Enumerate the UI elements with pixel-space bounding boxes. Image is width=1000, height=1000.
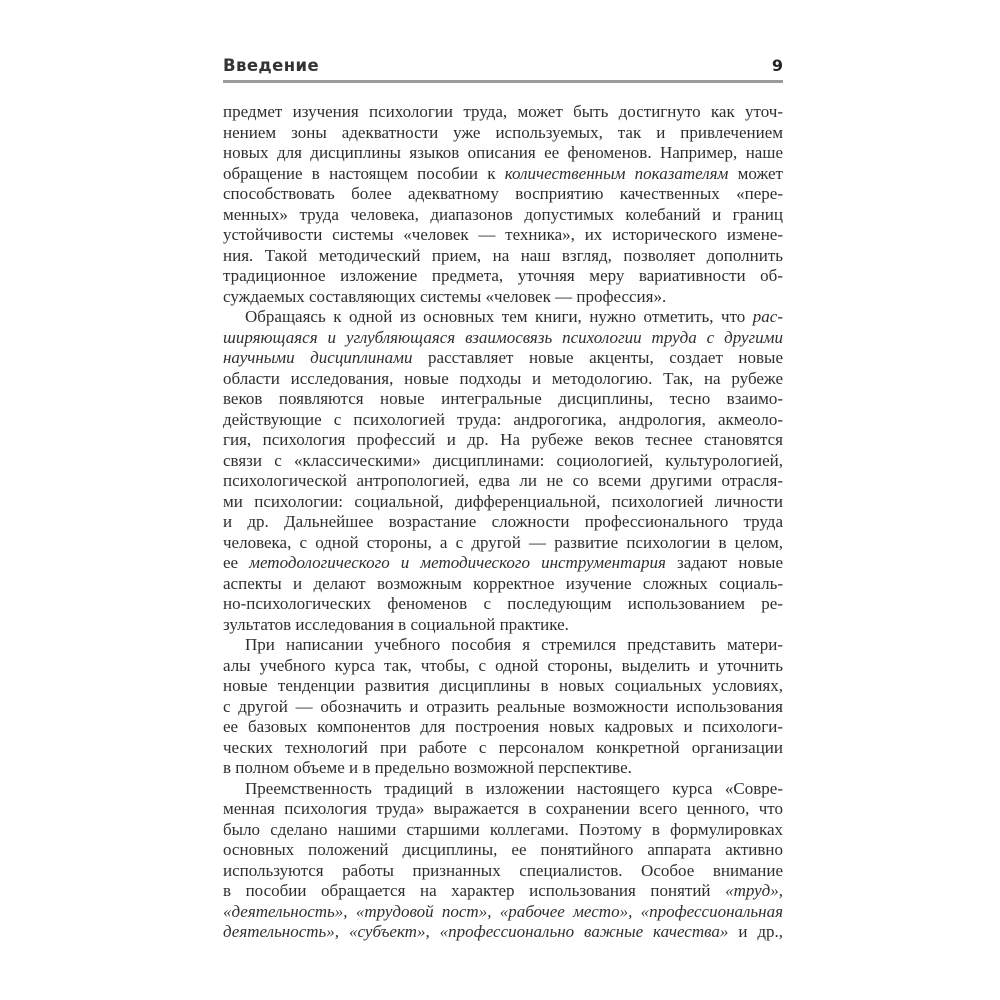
text-block bbox=[223, 102, 783, 943]
text-run: традиционное изложение предмета, уточняя меру вариативности об- bbox=[223, 266, 783, 285]
italic-run: «труд» bbox=[725, 881, 779, 900]
text-line bbox=[223, 184, 783, 205]
text-run: было сделано нашими старшими коллегами. Поэтому в формулировках bbox=[223, 819, 783, 839]
paragraph bbox=[223, 635, 783, 779]
text-line bbox=[223, 574, 783, 595]
text-run: человека, с одной стороны, а с другой — развитие психологии в целом, bbox=[223, 532, 783, 552]
text-line bbox=[223, 369, 783, 390]
italic-run: «деятельность», «трудовой пост», «рабочее место», «профессиональная bbox=[223, 901, 783, 921]
text-run: может bbox=[728, 163, 783, 183]
text-run: в пособии обращается на характер использования понятий bbox=[223, 881, 726, 900]
text-line bbox=[223, 656, 783, 677]
text-line bbox=[223, 430, 783, 451]
text-line bbox=[223, 205, 783, 226]
text-line bbox=[223, 266, 783, 287]
italic-run: деятельность», «субъект», «профессионально важные качества» bbox=[223, 922, 729, 941]
text-run: Обращаясь к одной из основных тем книги, нужно отметить, что bbox=[245, 307, 753, 326]
text-line bbox=[223, 246, 783, 267]
text-line bbox=[223, 533, 783, 554]
text-line bbox=[223, 676, 783, 697]
text-line bbox=[223, 225, 783, 246]
text-line bbox=[223, 635, 783, 656]
text-run: аспекты и делают возможным корректное изучение сложных социаль- bbox=[223, 573, 783, 593]
text-run: веков появляются новые интегральные дисциплины, тесно взаимо- bbox=[223, 389, 783, 408]
text-line bbox=[223, 861, 783, 882]
text-run: связи с «классическими» дисциплинами: социологией, культурологией, bbox=[223, 450, 783, 470]
text-line bbox=[223, 697, 783, 718]
text-run: и др. Дальнейшее возрастание сложности профессионального труда bbox=[223, 512, 783, 531]
paragraph bbox=[223, 102, 783, 307]
text-line bbox=[223, 553, 783, 574]
text-line bbox=[223, 840, 783, 861]
text-line bbox=[223, 738, 783, 759]
text-line bbox=[223, 287, 783, 308]
text-line bbox=[223, 512, 783, 533]
page-number: 9 bbox=[771, 56, 783, 75]
text-run: используются работы признанных специалистов. Особое внимание bbox=[223, 860, 783, 880]
text-run: основных положений дисциплины, ее понятийного аппарата активно bbox=[223, 840, 783, 859]
text-run: с другой — обозначить и отразить реальные возможности использования bbox=[223, 696, 783, 716]
text-line bbox=[223, 594, 783, 615]
text-run: ее bbox=[223, 553, 250, 572]
text-run: новых для дисциплины языков описания ее феноменов. Например, наше bbox=[223, 143, 783, 162]
text-line bbox=[223, 328, 783, 349]
text-line bbox=[223, 471, 783, 492]
text-line bbox=[223, 881, 783, 902]
text-line bbox=[223, 922, 783, 943]
text-run: менных» труда человека, диапазонов допустимых колебаний и границ bbox=[223, 204, 783, 224]
italic-run: методологического и методического инструментария bbox=[249, 553, 666, 572]
paragraph bbox=[223, 307, 783, 635]
text-run: алы учебного курса так, чтобы, с одной стороны, выделить и уточнить bbox=[223, 655, 783, 675]
running-head bbox=[223, 56, 783, 83]
italic-run: научными дисциплинами bbox=[223, 348, 413, 367]
text-line bbox=[223, 348, 783, 369]
chapter-header: Введение bbox=[223, 56, 320, 75]
text-run: менная психология труда» выражается в сохранении всего ценного, что bbox=[223, 799, 783, 818]
text-run: ее базовых компонентов для построения новых кадровых и психологи- bbox=[223, 717, 783, 736]
text-run: новые тенденции развития дисциплины в новых социальных условиях, bbox=[223, 676, 783, 695]
page-content bbox=[223, 56, 783, 943]
text-line bbox=[223, 307, 783, 328]
text-run: Преемственность традиций в изложении настоящего курса «Совре- bbox=[245, 778, 783, 798]
text-run: ческих технологий при работе с персоналом конкретной организации bbox=[223, 737, 783, 757]
text-run: но-психологических феноменов с последующим использованием ре- bbox=[223, 594, 783, 613]
text-run: устойчивости системы «человек — техника», их исторического измене- bbox=[223, 225, 783, 244]
text-run: задают новые bbox=[665, 553, 783, 572]
text-line bbox=[223, 758, 783, 779]
text-line bbox=[223, 717, 783, 738]
text-line bbox=[223, 164, 783, 185]
text-line bbox=[223, 389, 783, 410]
text-line bbox=[223, 410, 783, 431]
text-line bbox=[223, 143, 783, 164]
text-run: зультатов исследования в социальной практике. bbox=[223, 614, 569, 634]
italic-run: количественным показателям bbox=[504, 163, 729, 183]
text-run: ми психологии: социальной, дифференциальной, психологией личности bbox=[223, 491, 783, 511]
paragraph bbox=[223, 779, 783, 943]
text-line bbox=[223, 902, 783, 923]
text-run: области исследования, новые подходы и методологию. Так, на рубеже bbox=[223, 368, 783, 388]
text-run: предмет изучения психологии труда, может быть достигнуто как уточ- bbox=[223, 102, 783, 121]
text-line bbox=[223, 492, 783, 513]
text-run: способствовать более адекватному восприятию качественных «пере- bbox=[223, 184, 783, 203]
text-run: ния. Такой методический прием, на наш взгляд, позволяет дополнить bbox=[223, 245, 783, 265]
text-line bbox=[223, 451, 783, 472]
text-run: суждаемых составляющих системы «человек — профессия». bbox=[223, 286, 667, 306]
text-run: психологической антропологией, едва ли не со всеми другими отрасля- bbox=[223, 471, 783, 490]
text-line bbox=[223, 799, 783, 820]
text-run: При написании учебного пособия я стремился представить матери- bbox=[245, 635, 783, 654]
text-line bbox=[223, 820, 783, 841]
text-line bbox=[223, 779, 783, 800]
text-run: действующие с психологией труда: андрогогика, андрология, акмеоло- bbox=[223, 409, 783, 429]
text-run: в полном объеме и в предельно возможной перспективе. bbox=[223, 758, 632, 777]
text-run: расставляет новые акценты, создает новые bbox=[412, 348, 783, 367]
text-run: гия, психология профессий и др. На рубеже веков теснее становятся bbox=[223, 430, 783, 449]
text-line bbox=[223, 615, 783, 636]
text-run: , bbox=[778, 881, 783, 900]
text-line bbox=[223, 123, 783, 144]
italic-run: ширяющаяся и углубляющаяся взаимосвязь психологии труда с другими bbox=[223, 327, 783, 347]
text-run: нением зоны адекватности уже используемых, так и привлечением bbox=[223, 122, 783, 142]
text-line bbox=[223, 102, 783, 123]
text-run: и др., bbox=[728, 922, 783, 941]
text-run: обращение в настоящем пособии к bbox=[223, 163, 505, 183]
italic-run: рас- bbox=[752, 307, 783, 326]
